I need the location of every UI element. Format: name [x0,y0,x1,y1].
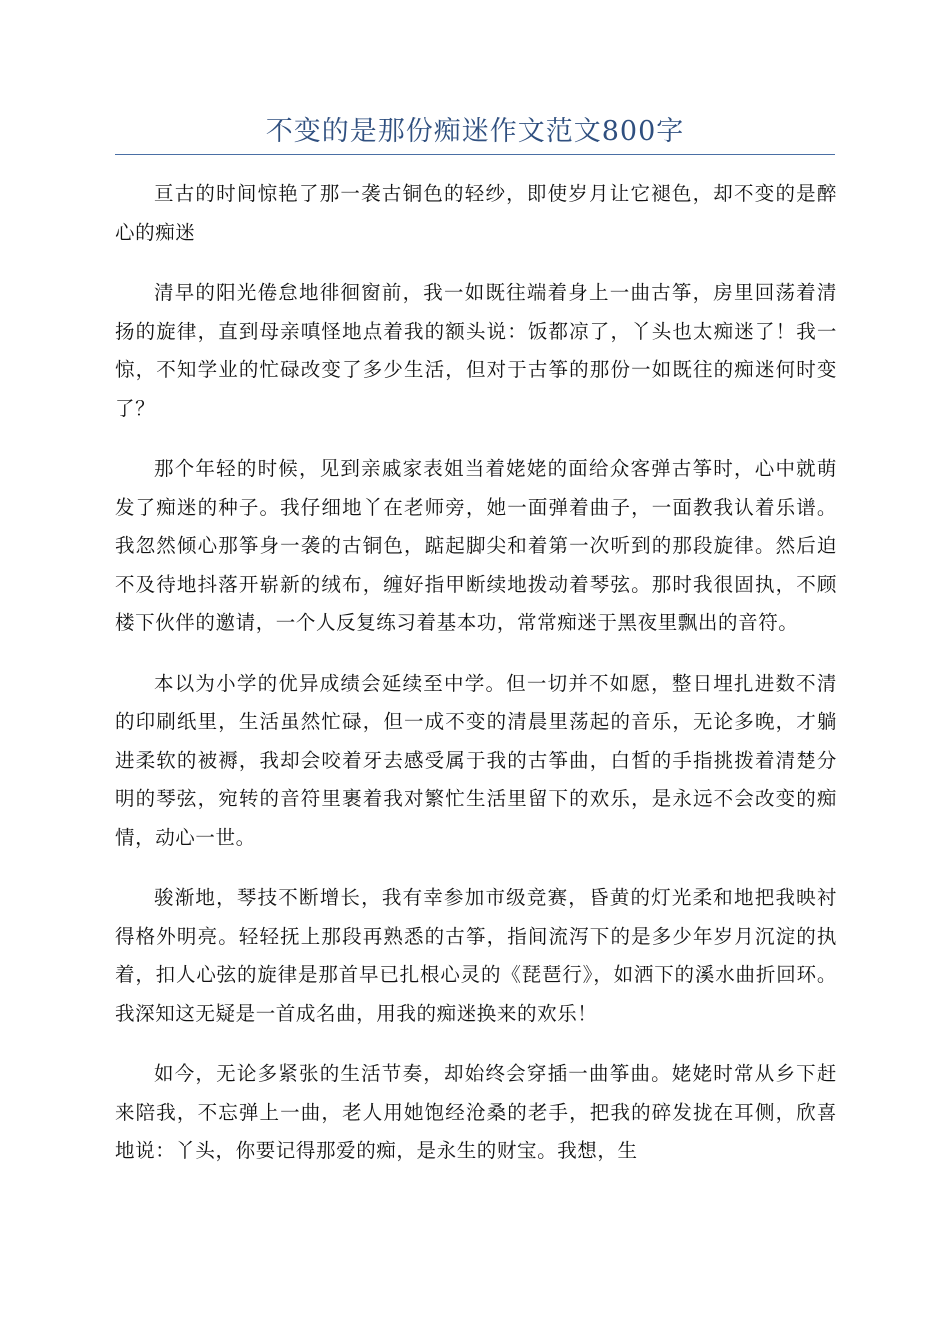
document-title: 不变的是那份痴迷作文范文800字 [265,116,685,147]
paragraph-6: 如今，无论多紧张的生活节奏，却始终会穿插一曲筝曲。姥姥时常从乡下赶来陪我，不忘弹上一曲，老人用她饱经沧桑的老手，把我的碎发拢在耳侧，欣喜地说：丫头，你要记得那爱的痴，是永生的财宝。我想，生 [115,1062,837,1162]
document-body [115,175,837,1193]
paragraph-4: 本以为小学的优异成绩会延续至中学。但一切并不如愿，整日埋扎进数不清的印刷纸里，生活虽然忙碌，但一成不变的清晨里荡起的音乐，无论多晚，才躺进柔软的被褥，我却会咬着牙去感受属于我的古筝曲，白皙的手指挑拨着清楚分明的琴弦，宛转的音符里裹着我对繁忙生活里留下的欢乐，是永远不会改变的痴情，动心一世。 [115,671,837,849]
paragraph-3: 那个年轻的时候，见到亲戚家表姐当着姥姥的面给众客弹古筝时，心中就萌发了痴迷的种子。我仔细地丫在老师旁，她一面弹着曲子，一面教我认着乐谱。我忽然倾心那筝身一袭的古铜色，踮起脚尖和着第一次听到的那段旋律。然后迫不及待地抖落开崭新的绒布，缠好指甲断续地拨动着琴弦。那时我很固执，不顾楼下伙伴的邀请，一个人反复练习着基本功，常常痴迷于黑夜里飘出的音符。 [115,457,837,634]
paragraph-1: 亘古的时间惊艳了那一袭古铜色的轻纱，即使岁月让它褪色，却不变的是醉心的痴迷 [115,182,837,244]
paragraph-5: 骏渐地，琴技不断增长，我有幸参加市级竞赛，昏黄的灯光柔和地把我映衬得格外明亮。轻轻抚上那段再熟悉的古筝，指间流泻下的是多少年岁月沉淀的执着，扣人心弦的旋律是那首早已扎根心灵的《琵琶行》，如洒下的溪水曲折回环。我深知这无疑是一首成名曲，用我的痴迷换来的欢乐！ [115,886,837,1025]
paragraph-2: 清早的阳光倦怠地徘徊窗前，我一如既往端着身上一曲古筝，房里回荡着清扬的旋律，直到母亲嗔怪地点着我的额头说：饭都凉了，丫头也太痴迷了！我一惊，不知学业的忙碌改变了多少生活，但对于古筝的那份一如既往的痴迷何时变了？ [115,281,837,420]
title-underline [115,154,835,155]
